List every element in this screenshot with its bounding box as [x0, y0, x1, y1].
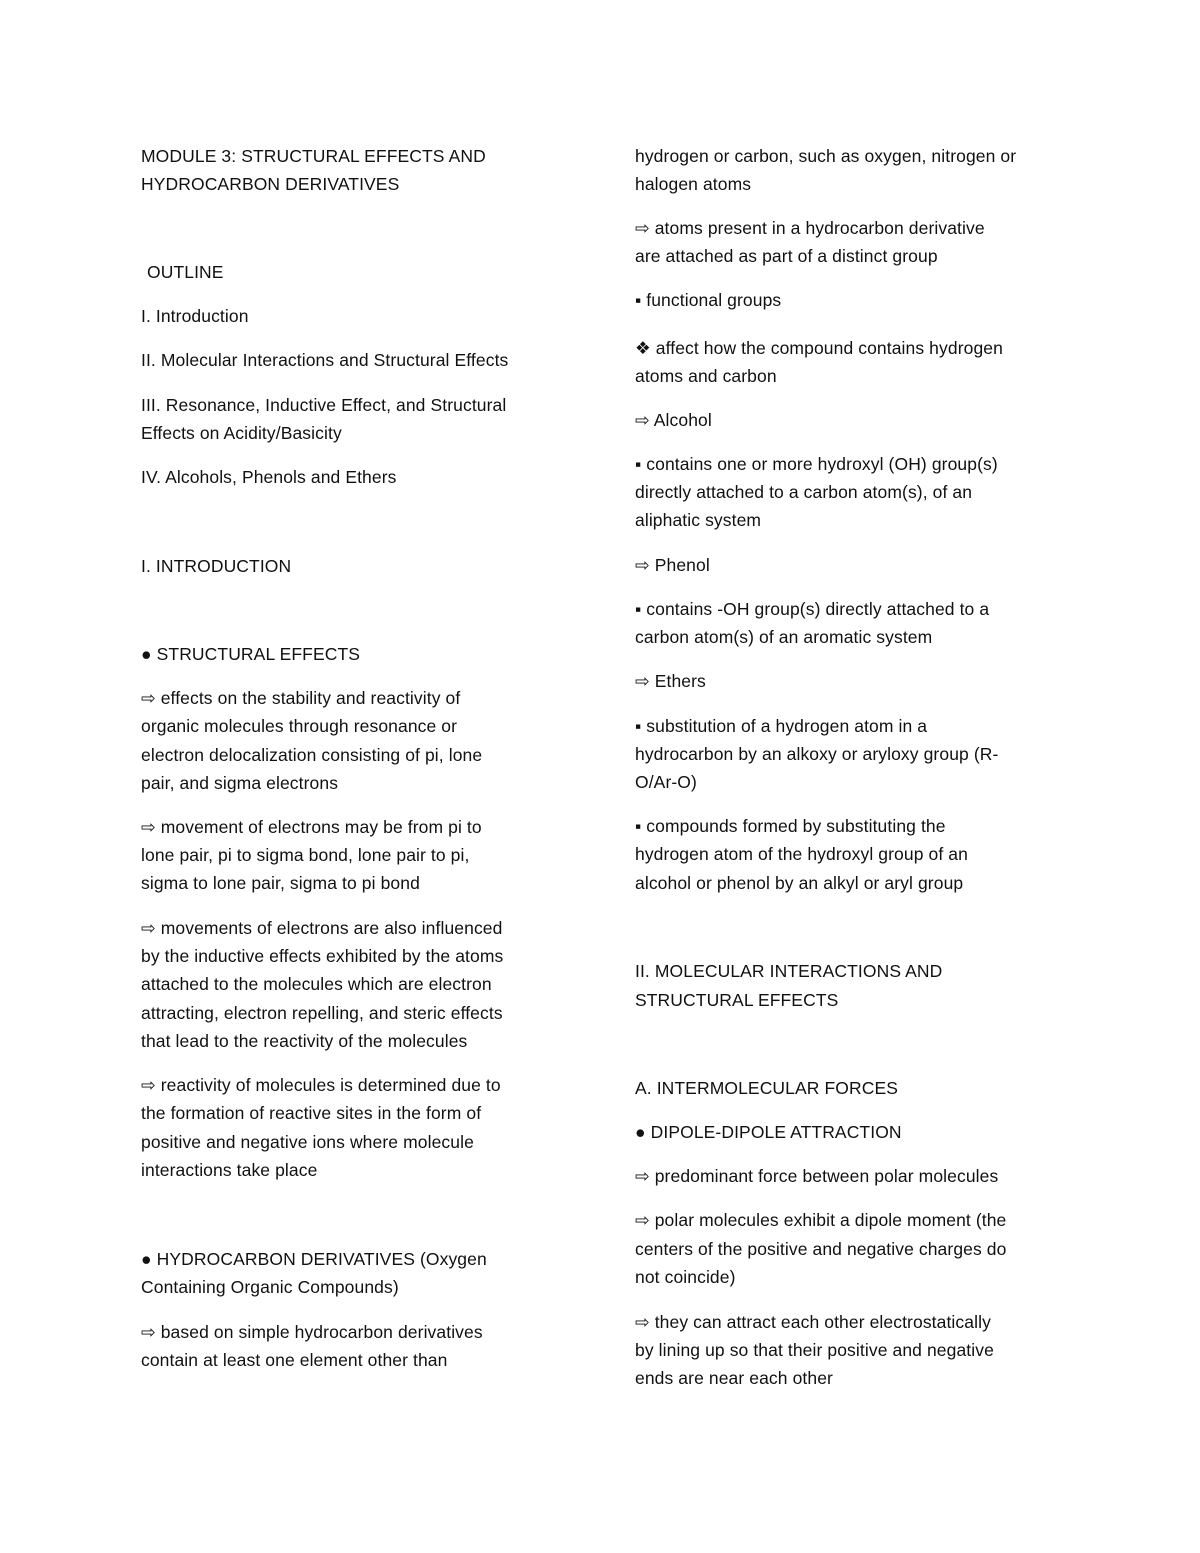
- outline-item: III. Resonance, Inductive Effect, and Structural: [141, 395, 507, 415]
- paragraph-line: electron delocalization consisting of pi, lone: [141, 745, 483, 765]
- paragraph-line: by the inductive effects exhibited by the atoms: [141, 946, 504, 966]
- paragraph-line: ⇨ polar molecules exhibit a dipole moment (the: [635, 1210, 1007, 1230]
- paragraph-line: alcohol or phenol by an alkyl or aryl group: [635, 873, 964, 893]
- section-heading-molecular-interactions-cont: STRUCTURAL EFFECTS: [635, 990, 839, 1010]
- paragraph-line: ⇨ based on simple hydrocarbon derivatives: [141, 1322, 483, 1342]
- paragraph-line: O/Ar-O): [635, 772, 697, 792]
- outline-item: I. Introduction: [141, 306, 249, 326]
- paragraph-line: ▪ contains one or more hydroxyl (OH) group(s): [635, 454, 998, 474]
- paragraph-line: hydrocarbon by an alkoxy or aryloxy group (R-: [635, 744, 999, 764]
- paragraph-line: ⇨ they can attract each other electrostatically: [635, 1312, 991, 1332]
- paragraph-line: ends are near each other: [635, 1368, 833, 1388]
- paragraph-line: ⇨ Ethers: [635, 671, 706, 691]
- section-heading-introduction: I. INTRODUCTION: [141, 556, 292, 576]
- outline-item: IV. Alcohols, Phenols and Ethers: [141, 467, 397, 487]
- paragraph-line: aliphatic system: [635, 510, 762, 530]
- paragraph-line: ⇨ effects on the stability and reactivity of: [141, 688, 461, 708]
- paragraph-line: pair, and sigma electrons: [141, 773, 339, 793]
- outline-heading: OUTLINE: [147, 262, 224, 282]
- structural-effects-heading: ● STRUCTURAL EFFECTS: [141, 644, 361, 664]
- paragraph-line: organic molecules through resonance or: [141, 716, 458, 736]
- section-heading-molecular-interactions: II. MOLECULAR INTERACTIONS AND: [635, 961, 943, 981]
- paragraph-line: sigma to lone pair, sigma to pi bond: [141, 873, 420, 893]
- paragraph-line: ▪ compounds formed by substituting the: [635, 816, 946, 836]
- paragraph-line: ⇨ movement of electrons may be from pi to: [141, 817, 482, 837]
- paragraph-line: ⇨ atoms present in a hydrocarbon derivative: [635, 218, 985, 238]
- paragraph-line: interactions take place: [141, 1160, 318, 1180]
- paragraph-line: that lead to the reactivity of the molecules: [141, 1031, 468, 1051]
- paragraph-line: ▪ substitution of a hydrogen atom in a: [635, 716, 928, 736]
- paragraph-line: by lining up so that their positive and negative: [635, 1340, 994, 1360]
- paragraph-line: ⇨ Alcohol: [635, 410, 712, 430]
- paragraph-line: the formation of reactive sites in the form of: [141, 1103, 482, 1123]
- paragraph-line: atoms and carbon: [635, 366, 777, 386]
- paragraph-line: ▪ contains -OH group(s) directly attached to a: [635, 599, 990, 619]
- paragraph-line: are attached as part of a distinct group: [635, 246, 938, 266]
- paragraph-line: ⇨ predominant force between polar molecules: [635, 1166, 999, 1186]
- paragraph-line: not coincide): [635, 1267, 736, 1287]
- outline-item: II. Molecular Interactions and Structural Effects: [141, 350, 509, 370]
- paragraph-line: ⇨ movements of electrons are also influenced: [141, 918, 503, 938]
- module-title-line-1: MODULE 3: STRUCTURAL EFFECTS AND: [141, 146, 486, 166]
- paragraph-line: ▪ functional groups: [635, 290, 782, 310]
- paragraph-line: ❖ affect how the compound contains hydrogen: [635, 338, 1003, 358]
- hydrocarbon-derivatives-heading: ● HYDROCARBON DERIVATIVES (Oxygen: [141, 1249, 487, 1269]
- module-title-line-2: HYDROCARBON DERIVATIVES: [141, 174, 400, 194]
- paragraph-line: lone pair, pi to sigma bond, lone pair to pi,: [141, 845, 470, 865]
- outline-item: Effects on Acidity/Basicity: [141, 423, 342, 443]
- paragraph-line: centers of the positive and negative charges do: [635, 1239, 1007, 1259]
- paragraph-line: ⇨ Phenol: [635, 555, 710, 575]
- paragraph-line: halogen atoms: [635, 174, 752, 194]
- paragraph-line: attracting, electron repelling, and steric effects: [141, 1003, 503, 1023]
- paragraph-line: directly attached to a carbon atom(s), of an: [635, 482, 973, 502]
- paragraph-line: hydrogen or carbon, such as oxygen, nitrogen or: [635, 146, 1017, 166]
- hydrocarbon-derivatives-heading-cont: Containing Organic Compounds): [141, 1277, 399, 1297]
- paragraph-line: attached to the molecules which are electron: [141, 974, 492, 994]
- paragraph-line: ⇨ reactivity of molecules is determined due to: [141, 1075, 501, 1095]
- paragraph-line: hydrogen atom of the hydroxyl group of an: [635, 844, 968, 864]
- paragraph-line: contain at least one element other than: [141, 1350, 448, 1370]
- dipole-dipole-heading: ● DIPOLE-DIPOLE ATTRACTION: [635, 1122, 902, 1142]
- paragraph-line: positive and negative ions where molecule: [141, 1132, 474, 1152]
- subsection-heading-intermolecular-forces: A. INTERMOLECULAR FORCES: [635, 1078, 898, 1098]
- paragraph-line: carbon atom(s) of an aromatic system: [635, 627, 933, 647]
